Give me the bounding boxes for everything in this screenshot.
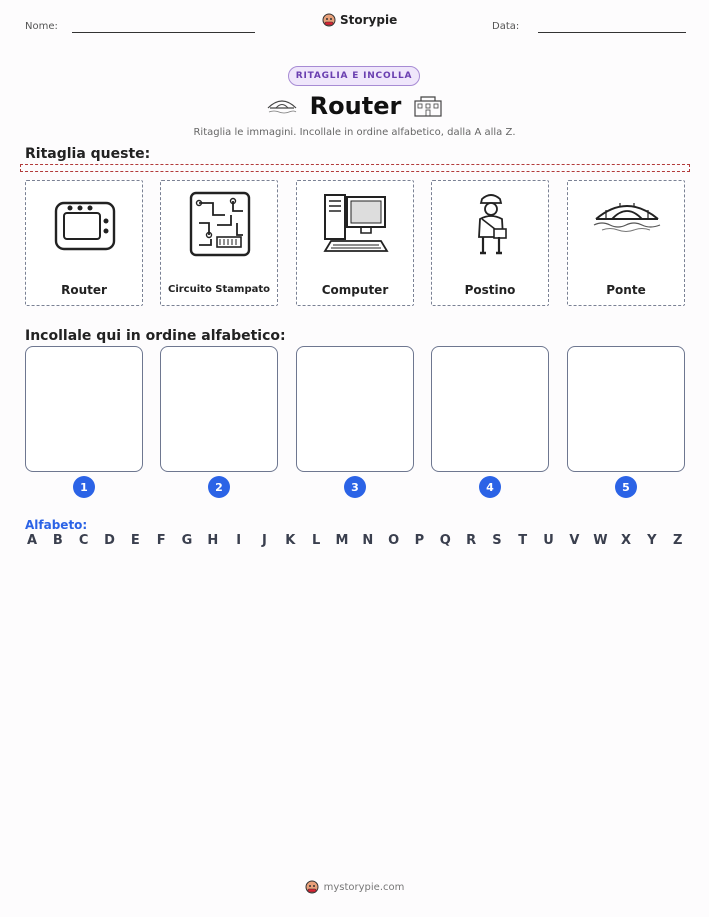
date-line[interactable] [538,32,686,33]
alphabet-letter: Q [439,533,451,548]
cut-card-circuit-board[interactable] [160,180,278,306]
slot-number: 5 [615,476,637,498]
alphabet-letter: J [262,533,267,548]
slot-number: 2 [208,476,230,498]
brand-logo [322,13,397,27]
slot-number: 1 [73,476,95,498]
alphabet-letter: Z [672,533,683,548]
alphabet-letter: A [26,533,38,548]
alphabet-letter: G [181,533,193,548]
alphabet-letter: F [156,533,166,548]
mail-carrier-icon [456,189,526,259]
alphabet-letter: M [335,533,349,548]
alphabet-letter: I [236,533,242,548]
paste-box-5[interactable] [567,346,685,472]
alphabet-letter: D [104,533,115,548]
card-label: Circuito Stampato [167,284,270,295]
footer-site[interactable]: mystorypie.com [323,881,405,893]
paste-box-2[interactable] [160,346,278,472]
alphabet-letter: C [78,533,89,548]
slot-number: 4 [479,476,501,498]
cut-card-bridge[interactable] [567,180,685,306]
name-line[interactable] [72,32,255,33]
alphabet-letter: O [388,533,400,548]
paste-box-3[interactable] [296,346,414,472]
paste-box-4[interactable] [431,346,549,472]
instructions: Ritaglia le immagini. Incollale in ordine alfabetico, dalla A alla Z. [193,127,516,138]
alphabet-letter: T [518,533,528,548]
circuit-board-icon [185,189,255,259]
page-title: Router [309,92,402,120]
cut-line [20,164,690,172]
card-label: Computer [321,283,389,297]
computer-icon [321,189,391,259]
alphabet-letter: V [569,533,580,548]
alphabet-letter: R [466,533,477,548]
alphabet-letter: H [207,533,219,548]
card-label: Postino [464,283,516,297]
storypie-mascot-icon [305,880,319,894]
paste-section-title: Incollale qui in ordine alfabetico: [25,328,286,344]
alphabet-letter: X [621,533,632,548]
alphabet-row [25,533,685,548]
alphabet-letter: U [543,533,554,548]
alphabet-letter: P [414,533,425,548]
alphabet-letter: K [285,533,296,548]
router-icon [50,189,120,259]
slot-number: 3 [344,476,366,498]
alphabet-letter: W [593,533,608,548]
alphabet-letter: Y [647,533,657,548]
building-icon [413,95,443,117]
cut-section-title: Ritaglia queste: [25,146,151,162]
cut-card-mail-carrier[interactable] [431,180,549,306]
activity-badge: RITAGLIA E INCOLLA [288,66,420,86]
cut-card-router[interactable] [25,180,143,306]
card-label: Ponte [606,283,646,297]
alphabet-label: Alfabeto: [25,518,88,532]
bridge-icon [266,96,298,116]
alphabet-letter: L [311,533,321,548]
alphabet-letter: S [492,533,502,548]
cut-card-computer[interactable] [296,180,414,306]
title-row [0,92,709,120]
alphabet-letter: B [52,533,63,548]
alphabet-letter: E [130,533,140,548]
bridge-icon [592,189,662,259]
name-label: Nome: [25,21,58,32]
brand-name: Storypie [340,13,398,27]
storypie-mascot-icon [322,13,336,27]
card-label: Router [61,283,107,297]
alphabet-letter: N [362,533,374,548]
paste-box-1[interactable] [25,346,143,472]
footer [0,880,709,894]
date-label: Data: [492,21,520,32]
